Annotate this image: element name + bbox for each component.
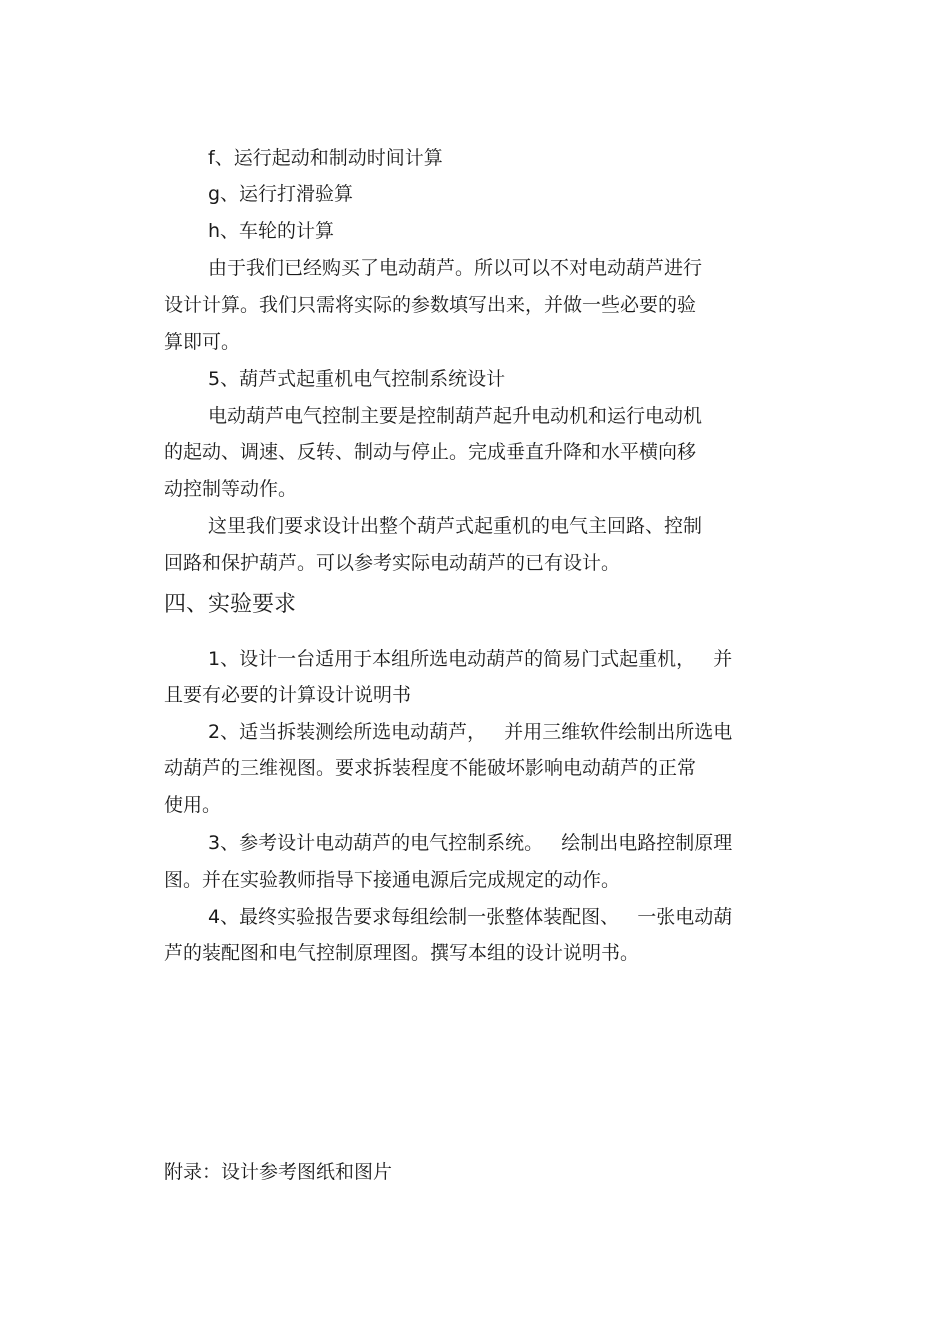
section5-title: 5、葫芦式起重机电气控制系统设计 <box>208 368 506 390</box>
requirement-1-line: 且要有必要的计算设计说明书 <box>164 684 412 706</box>
appendix-label: 附录：设计参考图纸和图片 <box>164 1161 393 1183</box>
requirement-3-line: 3、参考设计电动葫芦的电气控制系统。 绘制出电路控制原理 <box>208 832 733 854</box>
item-f: f、运行起动和制动时间计算 <box>208 147 443 169</box>
requirement-2-line: 2、适当拆装测绘所选电动葫芦， 并用三维软件绘制出所选电 <box>208 721 733 743</box>
requirement-2-line: 使用。 <box>164 794 222 816</box>
requirement-4-line: 芦的装配图和电气控制原理图。撰写本组的设计说明书。 <box>164 942 640 964</box>
requirement-4-line: 4、最终实验报告要求每组绘制一张整体装配图、 一张电动葫 <box>208 906 733 928</box>
para-control-line: 的起动、调速、反转、制动与停止。完成垂直升降和水平横向移 <box>164 441 697 463</box>
para-bought-line: 算即可。 <box>164 331 241 353</box>
section4-heading: 四、实验要求 <box>164 592 297 617</box>
requirement-1-line: 1、设计一台适用于本组所选电动葫芦的简易门式起重机， 并 <box>208 648 733 670</box>
requirement-3-line: 图。并在实验教师指导下接通电源后完成规定的动作。 <box>164 869 621 891</box>
para-control-line: 动控制等动作。 <box>164 478 298 500</box>
requirement-2-line: 动葫芦的三维视图。要求拆装程度不能破坏影响电动葫芦的正常 <box>164 757 697 779</box>
para-bought-line: 设计计算。我们只需将实际的参数填写出来，并做一些必要的验 <box>164 294 697 316</box>
para-requirement-line: 回路和保护葫芦。可以参考实际电动葫芦的已有设计。 <box>164 552 621 574</box>
para-bought-line: 由于我们已经购买了电动葫芦。所以可以不对电动葫芦进行 <box>208 257 703 279</box>
para-control-line: 电动葫芦电气控制主要是控制葫芦起升电动机和运行电动机 <box>208 405 703 427</box>
para-requirement-line: 这里我们要求设计出整个葫芦式起重机的电气主回路、控制 <box>208 515 703 537</box>
item-g: g、运行打滑验算 <box>208 183 354 205</box>
item-h: h、车轮的计算 <box>208 220 335 242</box>
